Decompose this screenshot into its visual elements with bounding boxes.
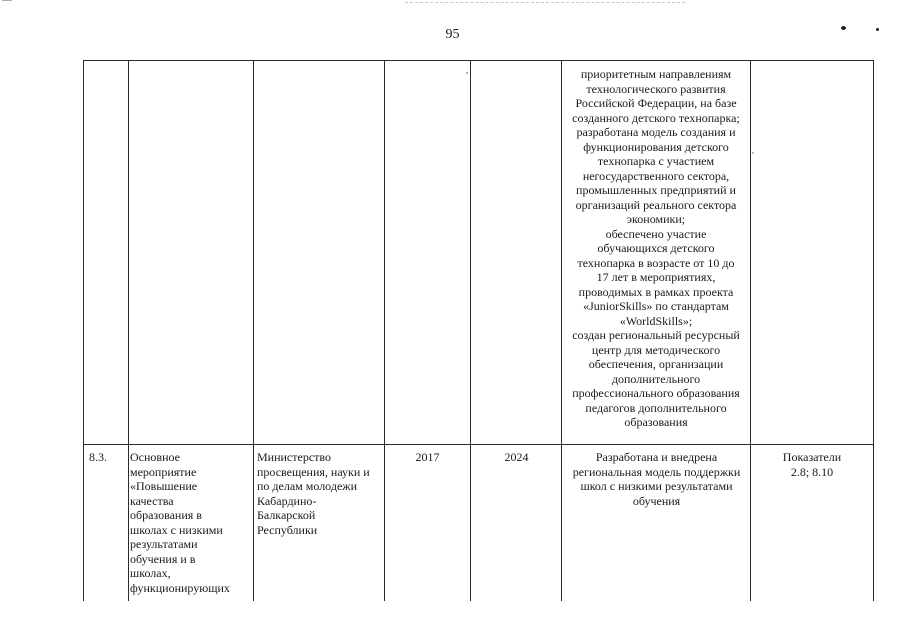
expected-result-cell: Разработана и внедрена региональная модель поддержки школ с низкими результатами обучения — [572, 450, 741, 508]
column-border — [128, 60, 129, 601]
column-border — [750, 60, 751, 601]
executor-cell: Министерство просвещения, науки и по делам молодежи Кабардино- Балкарской Республики — [257, 450, 370, 537]
table-top-border — [83, 60, 874, 61]
row-number-cell: 8.3. — [89, 450, 107, 464]
activity-title-cell: Основное мероприятие «Повышение качества образования в школах с низкими результатами обучения и в школах, функционирующих — [130, 450, 230, 595]
column-border — [253, 60, 254, 601]
column-border — [470, 60, 471, 601]
column-border — [873, 60, 874, 601]
program-table — [83, 60, 874, 601]
scan-speck — [841, 26, 846, 30]
indicators-cell: Показатели 2.8; 8.10 — [782, 450, 842, 479]
row-divider — [83, 444, 874, 445]
start-year-cell: 2017 — [415, 450, 440, 464]
page-number: 95 — [445, 27, 460, 42]
corner-scan-mark — [2, 0, 12, 6]
continued-result-cell: приоритетным направлениям технологического развития Российской Федерации, на базе созданного детского технопарка; разработана модель создания и функционирования детского технопарка с участием негосударственного сектора, промышленных предприятий и организаций реального сектора экономики; обеспечено участие обучающихся детского технопарка в возрасте от 10 до 17 лет в мероприятиях, проводимых в рамках проекта «JuniorSkills» по стандартам «WorldSkills»; создан региональный ресурсный центр для методического обеспечения, организации дополнительного профессионального образования педагогов дополнительного образования — [572, 67, 740, 429]
top-rule — [405, 2, 685, 3]
column-border — [83, 60, 84, 601]
end-year-cell: 2024 — [504, 450, 529, 464]
column-border — [561, 60, 562, 601]
scan-speck — [876, 28, 879, 31]
